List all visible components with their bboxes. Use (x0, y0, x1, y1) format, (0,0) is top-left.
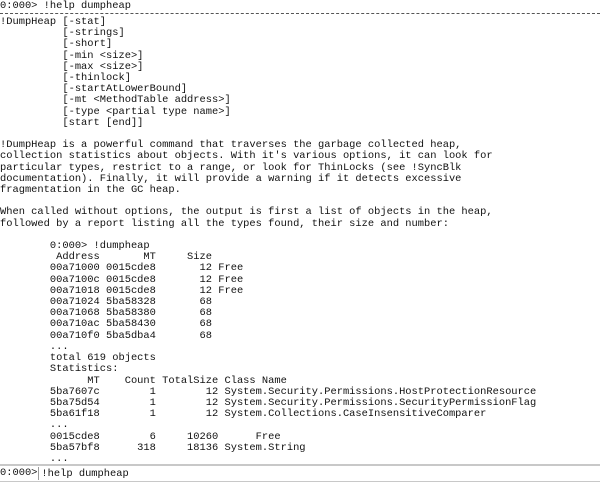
prompt-label: 0:000> (0, 467, 38, 479)
command-input-bar (0, 464, 600, 482)
echoed-command: 0:000> !help dumpheap (0, 0, 131, 12)
help-text: !DumpHeap [-stat] [-strings] [-short] [-min <size>] [-max <size>] [-thinlock] [-startAtLowerBound] [-mt <MethodTable address>] [-type <partial type name>] [start [end]] !DumpHeap is a powerful command that traverses the garbage collected heap, collection statistics about objects. With it's various options, it can look for particular types, restrict to a range, or look for ThinLocks (see !SyncBlk documentation). Finally, it will provide a warning if it detects excessive fragmentation in the GC heap. When called without options, the output is first a list of objects in the heap, followed by a report listing all the types found, their size and number: 0:000> !dumpheap Address MT Size 00a71000 0015cde8 12 Free 00a7100c 0015cde8 12 Free 00a71018 0015cde8 12 Free 00a71024 5ba58328 68 00a71068 5ba58380 68 00a710ac 5ba58430 68 00a710f0 5ba5dba4 68 ... total 619 objects Statistics: MT Count TotalSize Class Name 5ba7607c 1 12 System.Security.Permissions.HostProtectionResource 5ba75d54 1 12 System.Security.Permissions.SecurityPermissionFlag 5ba61f18 1 12 System.Collections.CaseInsensitiveComparer ... 0015cde8 6 10260 Free 5ba57bf8 318 18136 System.String ... (0, 16, 537, 462)
command-input[interactable] (39, 467, 600, 480)
separator-rule (0, 13, 600, 14)
